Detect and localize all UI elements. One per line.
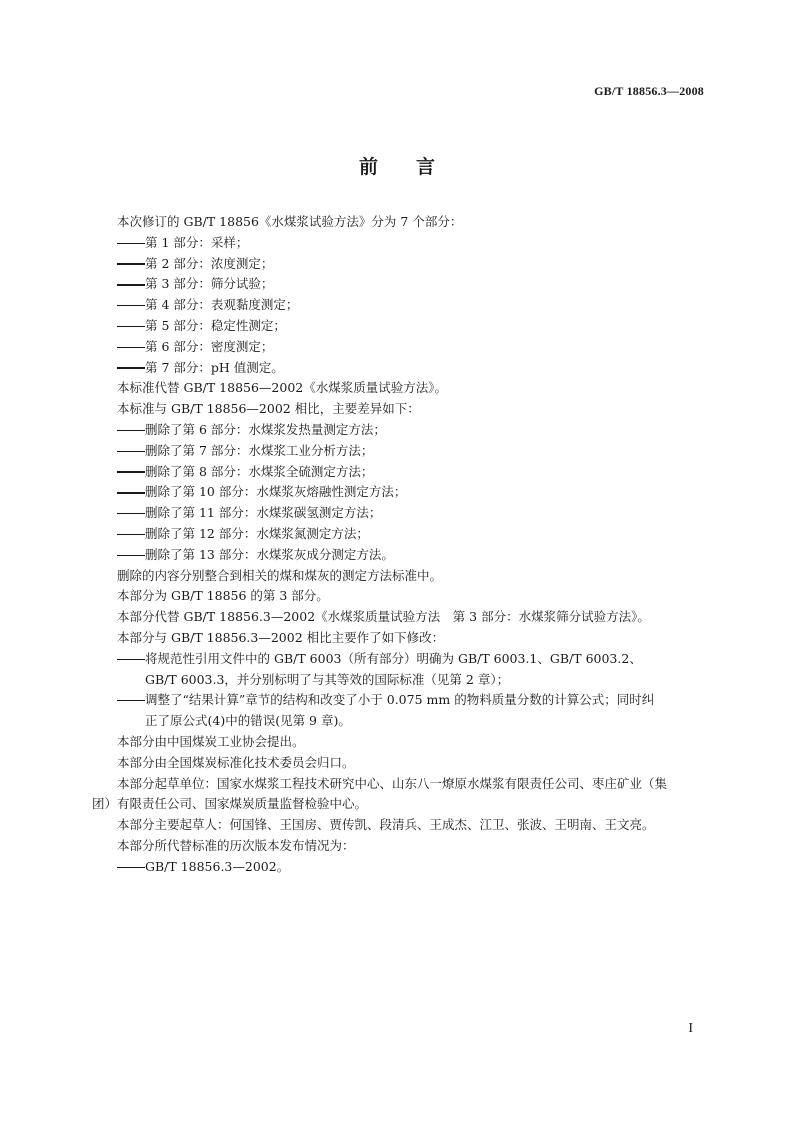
paragraph-line [92,607,710,628]
paragraph-line [92,774,710,795]
paragraph-line [92,711,710,732]
page-number: I [688,1021,693,1036]
em-dash-marker [117,492,145,493]
line-text: 第 7 部分：pH 值测定。 [145,359,284,375]
paragraph-line [92,815,710,836]
line-text: 删除了第 13 部分：水煤浆灰成分测定方法。 [145,546,394,562]
paragraph-line [92,753,710,774]
em-dash-marker [117,451,145,452]
em-dash-marker [117,659,145,660]
dash-list-item [92,233,710,254]
line-text: 本标准与 GB/T 18856—2002 相比，主要差异如下： [117,401,420,417]
line-text: 本标准代替 GB/T 18856—2002《水煤浆质量试验方法》。 [117,380,447,396]
paragraph-line [92,670,710,691]
em-dash-marker [117,284,145,285]
line-text: 删除了第 10 部分：水煤浆灰熔融性测定方法； [145,484,407,500]
line-text: 第 6 部分：密度测定； [145,338,274,354]
dash-list-item [92,462,710,483]
dash-list-item [92,316,710,337]
line-text: 本部分与 GB/T 18856.3—2002 相比主要作了如下修改： [117,629,445,645]
line-text: 第 3 部分：筛分试验； [145,276,274,292]
line-text: 删除了第 8 部分：水煤浆全硫测定方法； [145,463,374,479]
em-dash-marker [117,347,145,348]
dash-list-item [92,503,710,524]
dash-list-item [92,545,710,566]
paragraph-line [92,399,710,420]
paragraph-line [92,212,710,233]
dash-list-item [92,358,710,379]
em-dash-marker [117,367,145,368]
paragraph-line [92,732,710,753]
line-text: 调整了“结果计算”章节的结构和改变了小于 0.075 mm 的物料质量分数的计算公式；同时纠 [145,692,655,708]
line-text: 将规范性引用文件中的 GB/T 6003（所有部分）明确为 GB/T 6003.1、GB/T 6003.2、 [145,650,642,666]
dash-list-item [92,482,710,503]
em-dash-marker [117,867,145,868]
em-dash-marker [117,555,145,556]
line-text: 本部分所代替标准的历次版本发布情况为： [117,837,355,853]
line-text: 本部分代替 GB/T 18856.3—2002《水煤浆质量试验方法 第 3 部分：水煤浆筛分试验方法》。 [117,609,650,625]
line-text: 本部分由中国煤炭工业协会提出。 [117,733,305,749]
line-text: 第 1 部分：采样； [145,234,249,250]
paragraph-line [92,586,710,607]
paragraph-line [92,794,710,815]
dash-list-item [92,857,710,878]
line-text: 第 4 部分：表观黏度测定； [145,297,299,313]
dash-list-item [92,337,710,358]
em-dash-marker [117,471,145,472]
line-text: 删除了第 12 部分：水煤浆氮测定方法； [145,525,369,541]
line-text: 删除了第 11 部分：水煤浆碳氢测定方法； [145,505,382,521]
line-text: 本部分主要起草人：何国锋、王国房、贾传凯、段清兵、王成杰、江卫、张波、王明南、王文亮。 [117,817,655,833]
em-dash-marker [117,430,145,431]
em-dash-marker [117,243,145,244]
document-number: GB/T 18856.3—2008 [594,84,704,98]
paragraph-line [92,836,710,857]
line-text: 删除的内容分别整合到相关的煤和煤灰的测定方法标准中。 [117,567,443,583]
em-dash-marker [117,513,145,514]
dash-list-item [92,524,710,545]
em-dash-marker [117,534,145,535]
em-dash-marker [117,700,145,701]
line-text: 第 2 部分：浓度测定； [145,255,274,271]
line-text: 团）有限责任公司、国家煤炭质量监督检验中心。 [92,796,368,812]
em-dash-marker [117,305,145,306]
line-text: 第 5 部分：稳定性测定； [145,317,286,333]
page-title: 前言 [358,156,473,178]
dash-list-item [92,649,710,670]
line-text: 本次修订的 GB/T 18856《水煤浆试验方法》分为 7 个部分： [117,214,463,229]
em-dash-marker [117,263,145,264]
line-text: 本部分起草单位：国家水煤浆工程技术研究中心、山东八一燎原水煤浆有限责任公司、枣庄矿业（集 [117,775,668,791]
line-text: 正了原公式(4)中的错误(见第 9 章)。 [145,713,351,729]
line-text: 删除了第 6 部分：水煤浆发热量测定方法； [145,421,386,437]
dash-list-item [92,254,710,275]
line-text: GB/T 6003.3，并分别标明了与其等效的国际标准（见第 2 章）； [145,671,510,687]
dash-list-item [92,441,710,462]
paragraph-line [92,566,710,587]
dash-list-item [92,690,710,711]
line-text: 删除了第 7 部分：水煤浆工业分析方法； [145,442,374,458]
paragraph-line [92,378,710,399]
line-text: 本部分由全国煤炭标准化技术委员会归口。 [117,754,355,770]
line-text: GB/T 18856.3—2002。 [145,858,290,874]
line-text: 本部分为 GB/T 18856 的第 3 部分。 [117,588,329,604]
dash-list-item [92,420,710,441]
foreword-body [92,212,710,878]
paragraph-line [92,628,710,649]
dash-list-item [92,274,710,295]
dash-list-item [92,295,710,316]
em-dash-marker [117,326,145,327]
